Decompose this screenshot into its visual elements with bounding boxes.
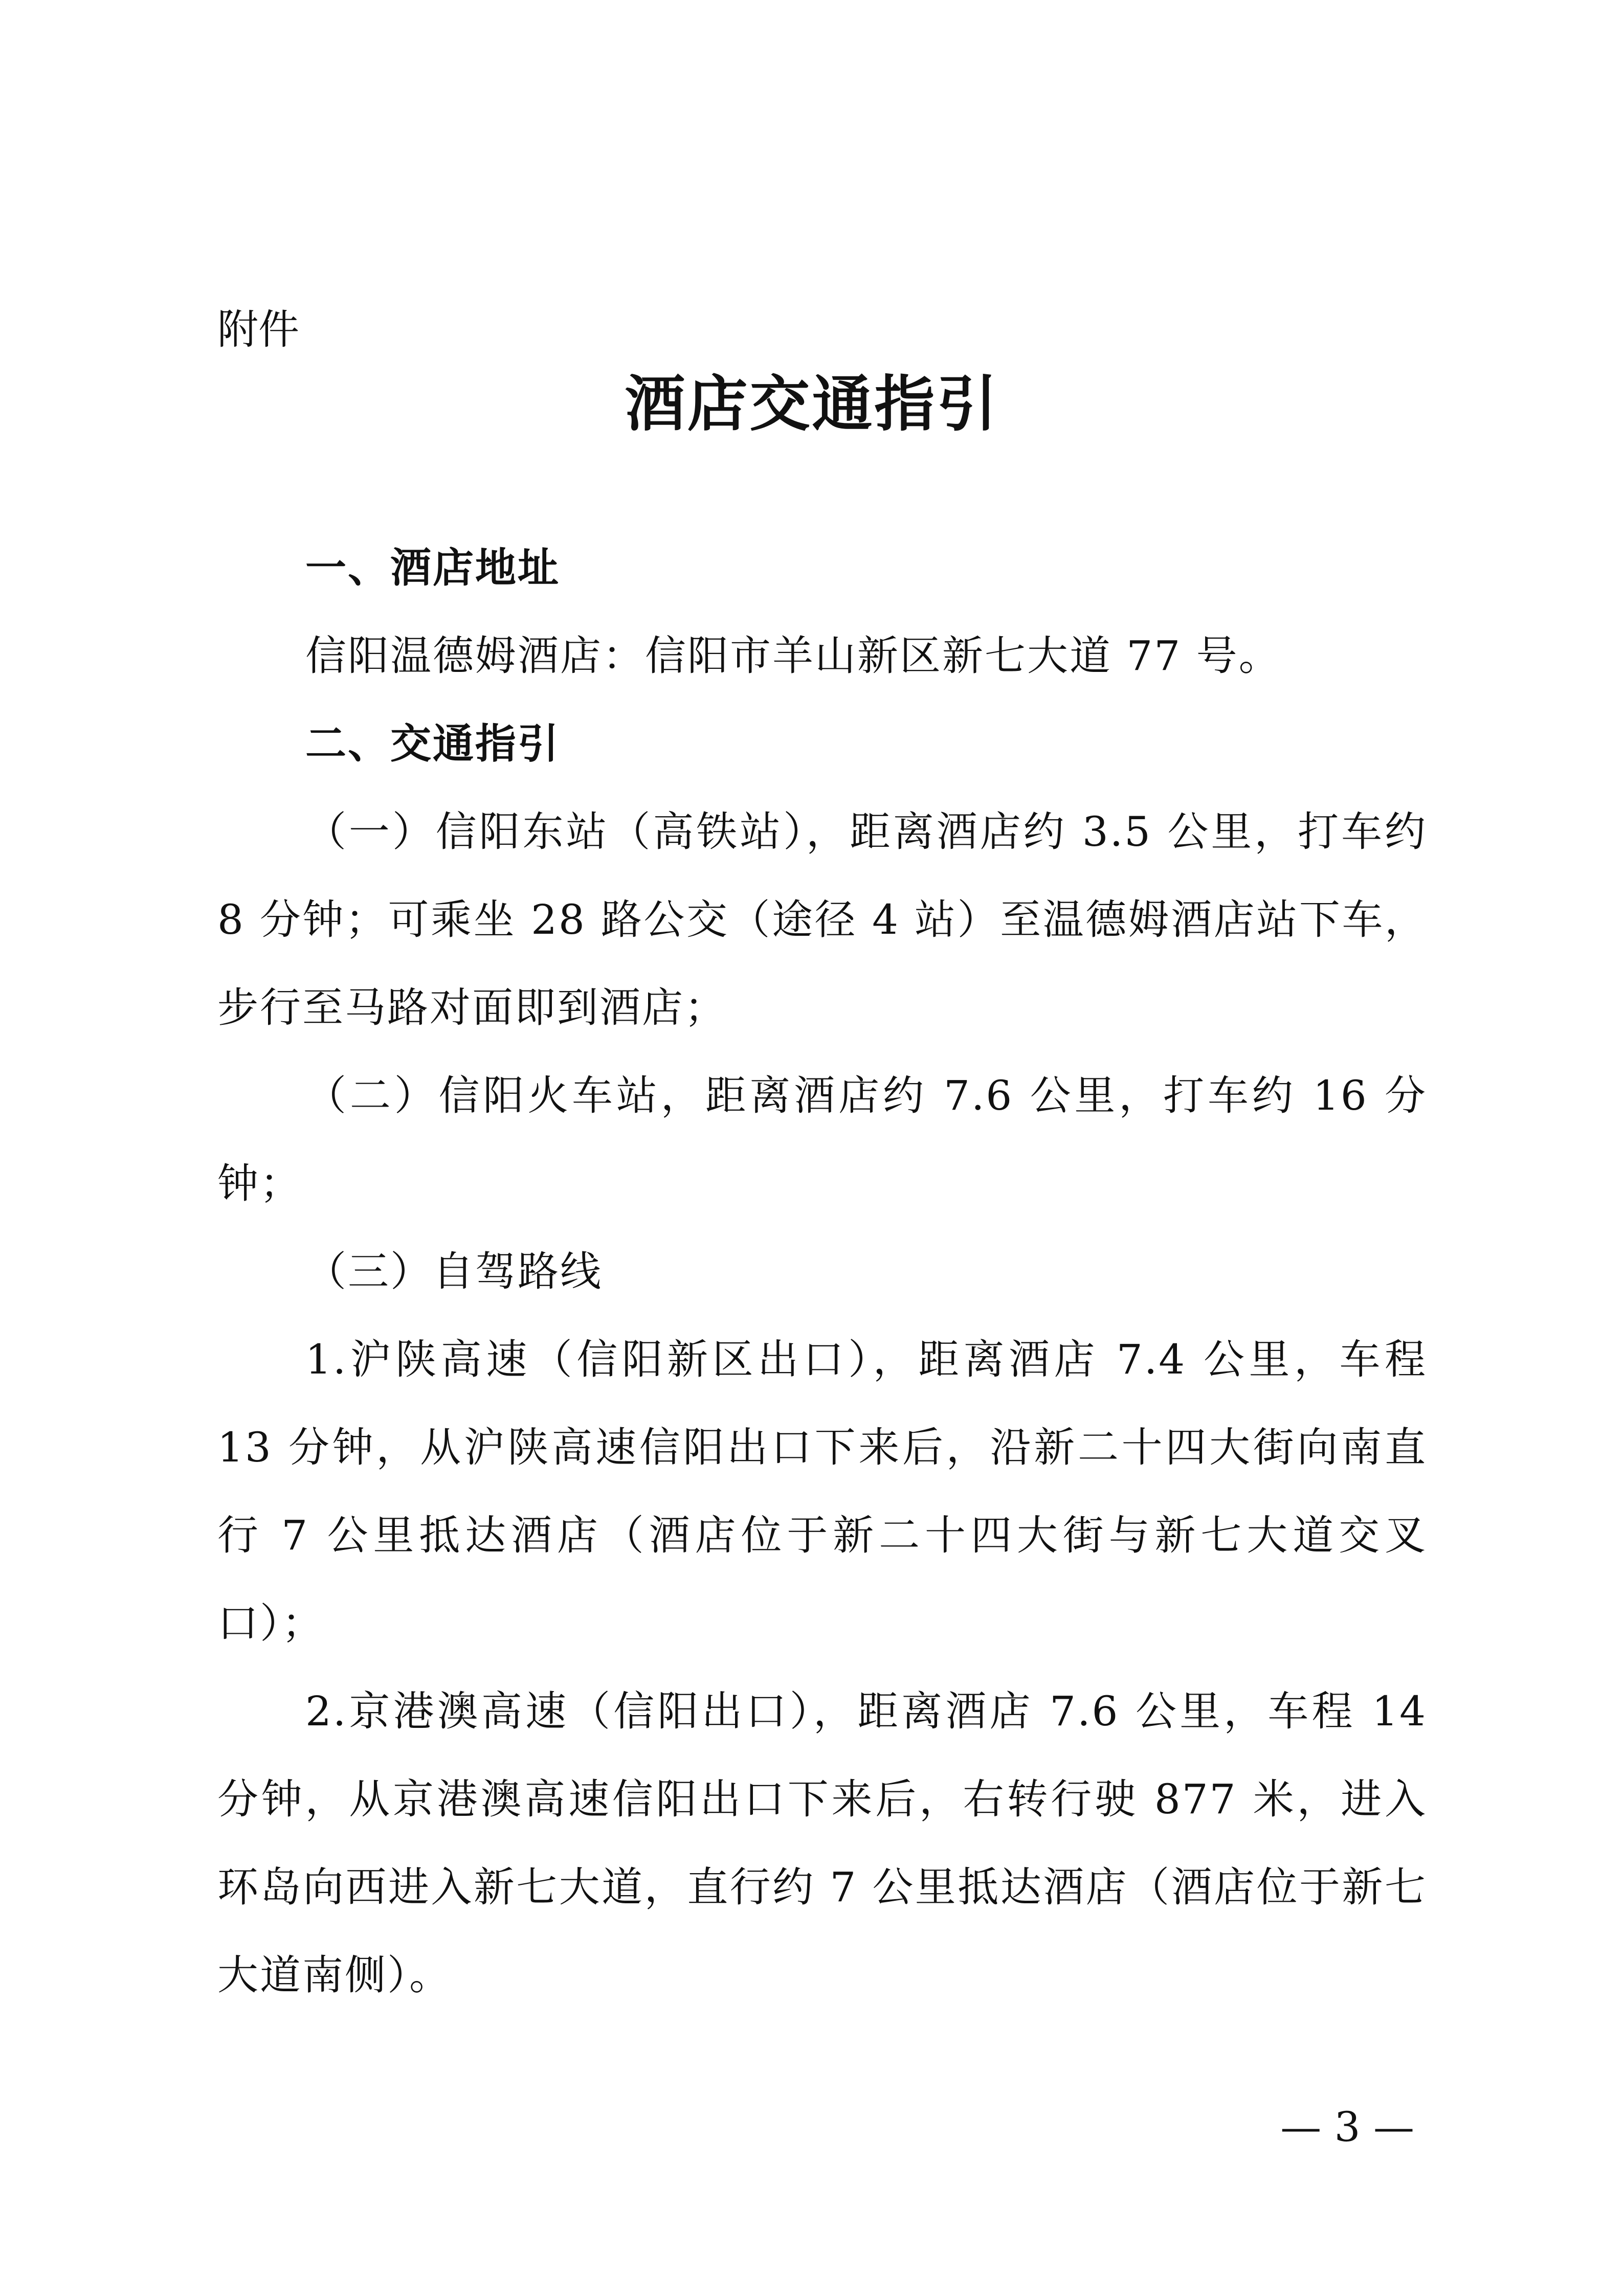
transport-item-self-drive: （三）自驾路线 (305, 1248, 603, 1295)
transport-item-train-station: （二）信阳火车站，距离酒店约 7.6 公里，打车约 16 分钟； (217, 1072, 1427, 1207)
page-title: 酒店交通指引 (625, 368, 999, 439)
hotel-address: 信阳温德姆酒店：信阳市羊山新区新七大道 77 号。 (305, 632, 1281, 680)
document-body (217, 524, 1427, 2019)
transport-item-east-station: （一）信阳东站（高铁站），距离酒店约 3.5 公里，打车约 8 分钟；可乘坐 28 路公交（途径 4 站）至温德姆酒店站下车，步行至马路对面即到酒店； (217, 808, 1427, 1031)
attachment-label: 附件 (217, 306, 299, 353)
section-heading-transport: 二、交通指引 (305, 720, 560, 768)
drive-route-jinggangao: 2.京港澳高速（信阳出口），距离酒店 7.6 公里，车程 14 分钟，从京港澳高速信阳出口下来后，右转行驶 877 米，进入环岛向西进入新七大道，直行约 7 公里抵达酒店（酒店位于新七大道南侧）。 (217, 1687, 1427, 1999)
section-heading-address: 一、酒店地址 (305, 544, 560, 592)
drive-route-hushaan: 1.沪陕高速（信阳新区出口），距离酒店 7.4 公里，车程 13 分钟，从沪陕高速信阳出口下来后，沿新二十四大街向南直行 7 公里抵达酒店（酒店位于新二十四大街与新七大道交叉口）； (217, 1336, 1427, 1647)
page-number: — 3 — (1280, 2103, 1414, 2151)
